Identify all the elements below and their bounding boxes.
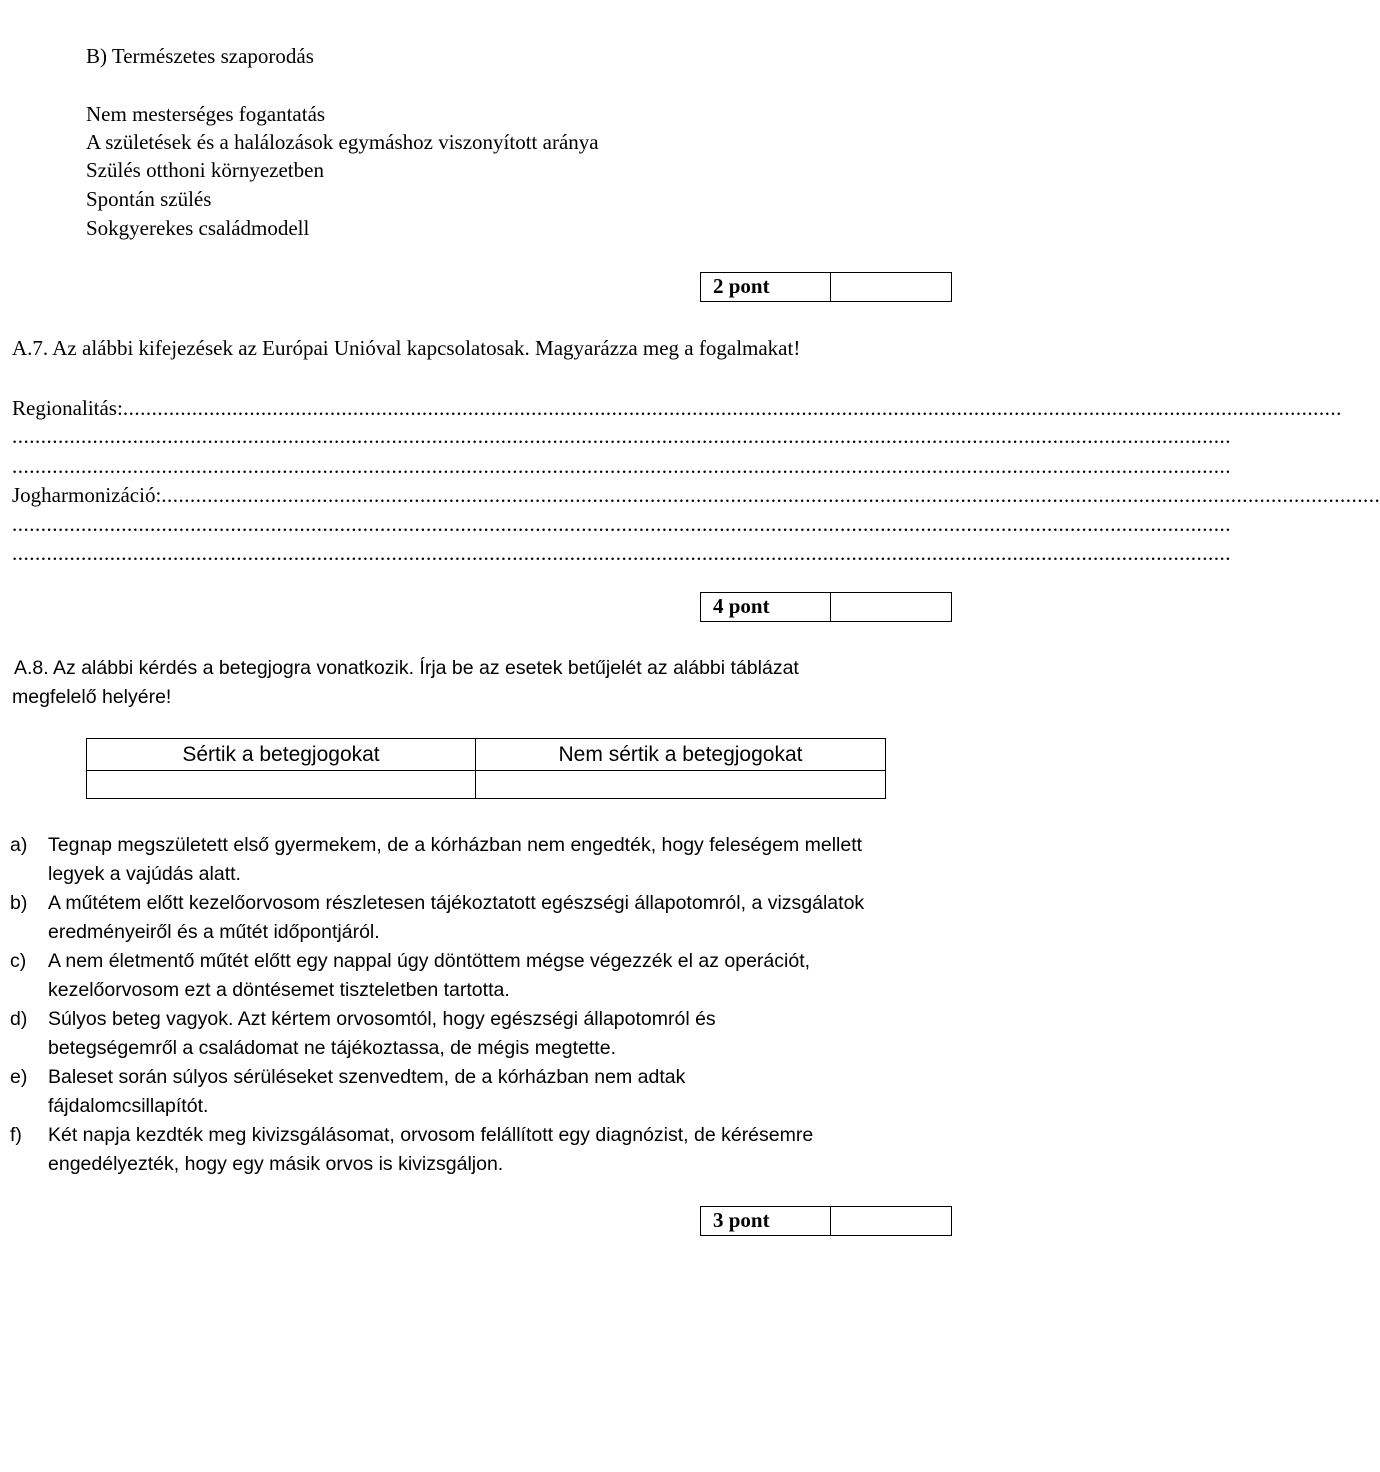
- case-text: Két napja kezdték meg kivizsgálásomat, orvosom felállított egy diagnózist, de kérésemre engedélyezték, hogy egy másik orvos is kivizsgáljon.: [48, 1124, 814, 1175]
- jogharmonizacio-line[interactable]: [12, 481, 1380, 509]
- case-text: A műtétem előtt kezelőorvosom részletesen tájékoztatott egészségi állapotomról, a vizsgálatok eredményeiről és a műtét időpontjáról.: [48, 892, 865, 943]
- section-b-item: Nem mesterséges fogantatás: [86, 102, 326, 126]
- a7-question: A.7. Az alábbi kifejezések az Európai Unióval kapcsolatosak. Magyarázza meg a fogalmakat!: [12, 336, 801, 360]
- a8-question-line2: megfelelő helyére!: [12, 686, 172, 708]
- score-label: 3 pont: [701, 1207, 831, 1235]
- case-letter: a): [10, 834, 28, 856]
- answer-cell-violates[interactable]: [87, 771, 476, 799]
- case-text: Tegnap megszületett első gyermekem, de a kórházban nem engedték, hogy feleségem mellett legyek a vajúdás alatt.: [48, 834, 863, 885]
- col-header-violates: Sértik a betegjogokat: [87, 739, 476, 771]
- score-box-a8-final: [700, 1206, 952, 1236]
- section-b-item: A születések és a halálozások egymáshoz viszonyított aránya: [86, 130, 599, 154]
- score-box-a8: [700, 592, 952, 622]
- jogharmonizacio-label: Jogharmonizáció:: [12, 483, 162, 507]
- col-header-not-violates: Nem sértik a betegjogokat: [476, 739, 886, 771]
- regionalitas-line[interactable]: [12, 394, 1342, 422]
- answer-line[interactable]: ....................................................................................................................................................................................................................: [12, 512, 1231, 536]
- case-item: [10, 831, 940, 889]
- answer-line[interactable]: ....................................................................................................................................................................................................................: [12, 541, 1231, 565]
- score-box-a7: [700, 272, 952, 302]
- case-item: [10, 947, 940, 1005]
- case-item: [10, 1063, 940, 1121]
- score-entry-field[interactable]: [831, 273, 951, 301]
- case-text: Súlyos beteg vagyok. Azt kértem orvosomtól, hogy egészségi állapotomról és betegségemről a családomat ne tájékoztassa, de mégis megtette.: [48, 1008, 716, 1059]
- case-letter: f): [10, 1124, 22, 1146]
- a8-question-line1: A.8. Az alábbi kérdés a betegjogra vonatkozik. Írja be az esetek betűjelét az alábbi táblázat: [14, 657, 799, 679]
- score-label: 4 pont: [701, 593, 831, 621]
- score-entry-field[interactable]: [831, 593, 951, 621]
- regionalitas-label: Regionalitás:: [12, 396, 123, 420]
- betegjog-table: [86, 738, 886, 799]
- case-item: [10, 889, 940, 947]
- case-text: A nem életmentő műtét előtt egy nappal úgy döntöttem mégse végezzék el az operációt, kezelőorvosom ezt a döntésemet tiszteletben tartotta.: [48, 950, 811, 1001]
- section-b-item: Sokgyerekes családmodell: [86, 216, 310, 240]
- section-b-item: Spontán szülés: [86, 187, 212, 211]
- case-item: [10, 1005, 940, 1063]
- score-label: 2 pont: [701, 273, 831, 301]
- section-b-title: B) Természetes szaporodás: [86, 44, 314, 68]
- answer-dots: ....................................................................................................................................................................................................................: [122, 396, 1342, 420]
- score-entry-field[interactable]: [831, 1207, 951, 1235]
- case-letter: b): [10, 892, 28, 914]
- case-letter: d): [10, 1008, 28, 1030]
- section-b-item: Szülés otthoni környezetben: [86, 158, 324, 182]
- case-letter: c): [10, 950, 27, 972]
- answer-dots: ....................................................................................................................................................................................................................: [161, 483, 1380, 507]
- case-text: Baleset során súlyos sérüléseket szenvedtem, de a kórházban nem adtak fájdalomcsillapítót.: [48, 1066, 686, 1117]
- answer-line[interactable]: ....................................................................................................................................................................................................................: [12, 454, 1231, 478]
- case-item: [10, 1121, 940, 1179]
- answer-line[interactable]: ....................................................................................................................................................................................................................: [12, 424, 1231, 448]
- answer-cell-not-violates[interactable]: [476, 771, 886, 799]
- case-letter: e): [10, 1066, 28, 1088]
